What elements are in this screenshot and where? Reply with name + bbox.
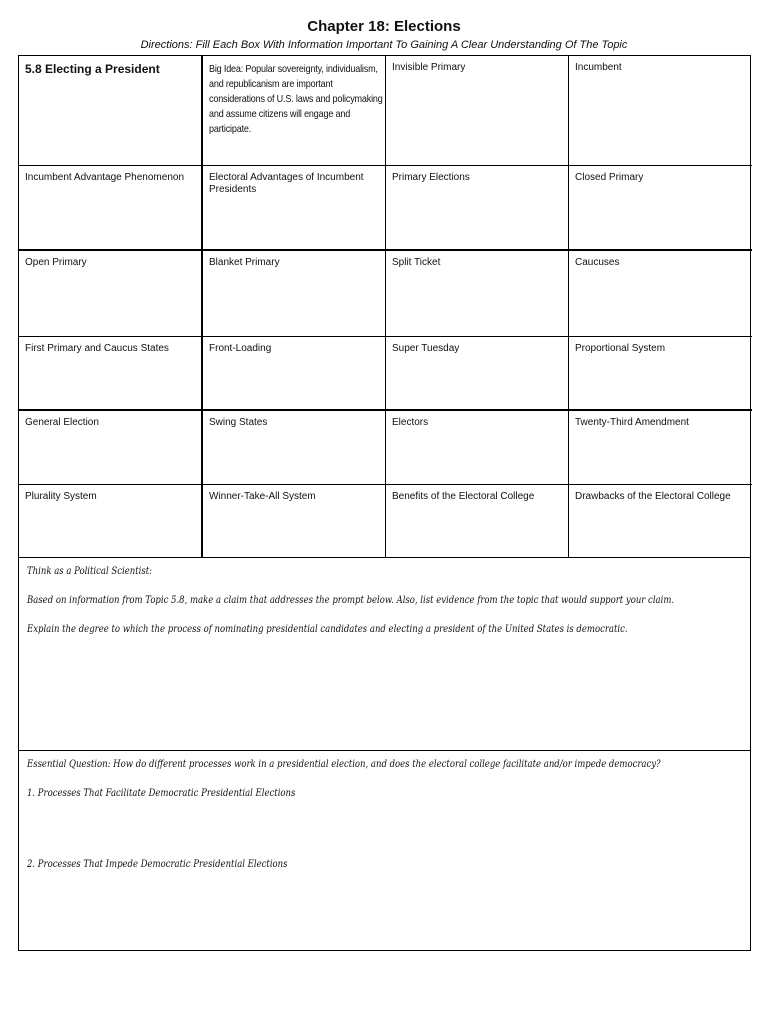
cell-open-primary[interactable]: Open Primary: [19, 251, 203, 337]
cell-closed-primary[interactable]: Closed Primary: [569, 166, 752, 251]
cell-proportional-system[interactable]: Proportional System: [569, 337, 752, 411]
think-heading: Think as a Political Scientist:: [27, 566, 152, 577]
cell-twenty-third-amendment[interactable]: Twenty-Third Amendment: [569, 411, 752, 485]
cell-electors[interactable]: Electors: [386, 411, 569, 485]
cell-caucuses[interactable]: Caucuses: [569, 251, 752, 337]
cell-big-idea[interactable]: [203, 56, 386, 166]
cell-winner-take-all[interactable]: Winner-Take-All System: [203, 485, 386, 557]
think-political-scientist-box[interactable]: [18, 558, 751, 751]
vocabulary-grid: [18, 55, 751, 558]
cell-first-primary-caucus-states[interactable]: First Primary and Caucus States: [19, 337, 203, 411]
cell-front-loading[interactable]: Front-Loading: [203, 337, 386, 411]
cell-swing-states[interactable]: Swing States: [203, 411, 386, 485]
cell-general-election[interactable]: General Election: [19, 411, 203, 485]
essential-item-1: 1. Processes That Facilitate Democratic Presidential Elections: [27, 788, 296, 799]
cell-split-ticket[interactable]: Split Ticket: [386, 251, 569, 337]
think-instruction: Based on information from Topic 5.8, make a claim that addresses the prompt below. Also, list evidence from the topic that would support your claim.: [27, 595, 675, 606]
page-title: Chapter 18: Elections: [307, 18, 461, 35]
cell-drawbacks-electoral-college[interactable]: Drawbacks of the Electoral College: [575, 491, 731, 502]
cell-plurality-system[interactable]: Plurality System: [19, 485, 203, 557]
cell-blanket-primary[interactable]: Blanket Primary: [203, 251, 386, 337]
cell-primary-elections[interactable]: Primary Elections: [386, 166, 569, 251]
cell-incumbent-advantage[interactable]: Incumbent Advantage Phenomenon: [19, 166, 203, 251]
directions-text: Directions: Fill Each Box With Information Important To Gaining A Clear Understanding Of The Topic: [140, 39, 628, 51]
think-prompt: Explain the degree to which the process of nominating presidential candidates and electing a president of the United States is democratic.: [27, 624, 628, 635]
cell-section-heading[interactable]: 5.8 Electing a President: [19, 56, 203, 166]
cell-benefits-electoral-college[interactable]: Benefits of the Electoral College: [386, 485, 569, 557]
essential-question-box[interactable]: [18, 751, 751, 951]
essential-item-2: 2. Processes That Impede Democratic Presidential Elections: [27, 859, 288, 870]
cell-electoral-advantages[interactable]: Electoral Advantages of Incumbent Presidents: [203, 166, 386, 251]
cell-invisible-primary[interactable]: Invisible Primary: [386, 56, 569, 166]
cell-incumbent[interactable]: Incumbent: [569, 56, 752, 166]
big-idea-text: Big Idea: Popular sovereignty, individualism, and republicanism are important considerations of U.S. laws and policymaking and assume citizens will engage and participate.: [209, 63, 383, 135]
cell-super-tuesday[interactable]: Super Tuesday: [386, 337, 569, 411]
essential-question-text: Essential Question: How do different processes work in a presidential election, and does the electoral college facilitate and/or impede democracy?: [27, 759, 661, 770]
